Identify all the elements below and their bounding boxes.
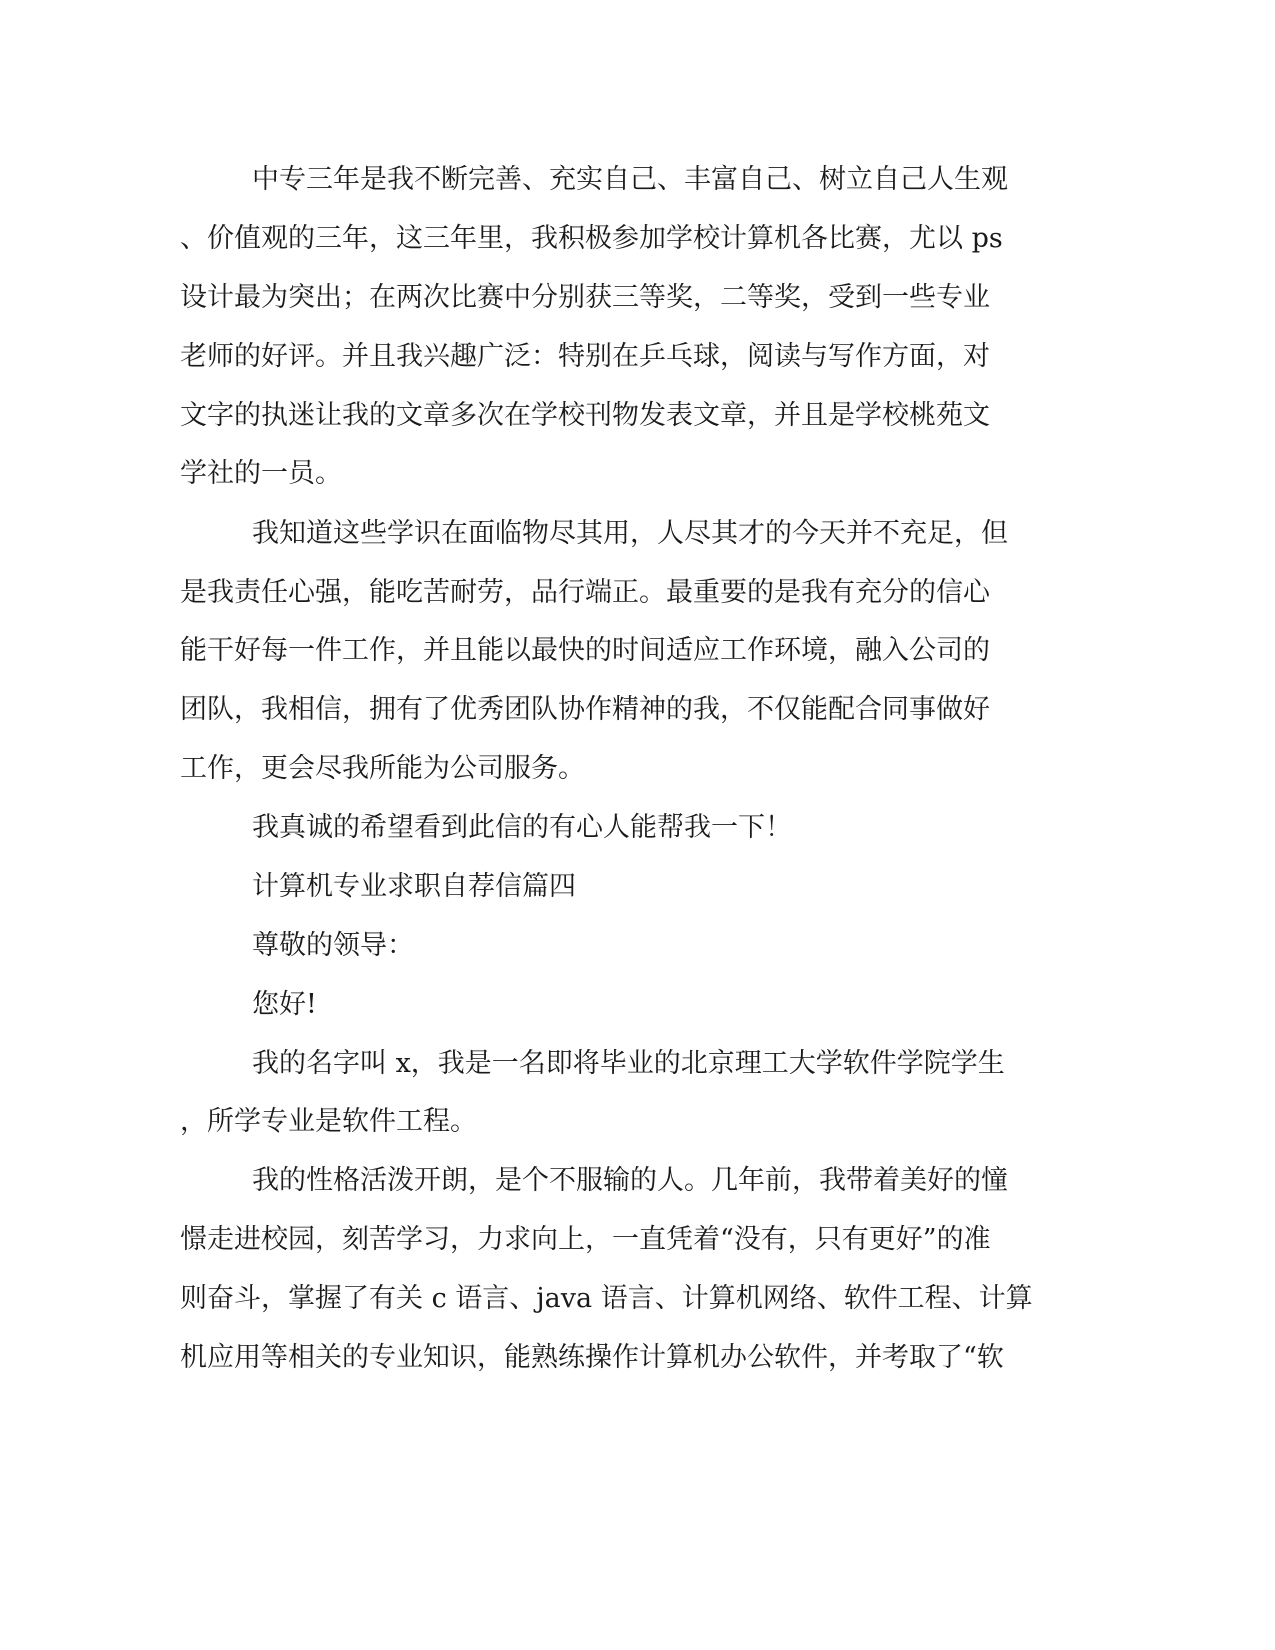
greeting: 您好! (252, 989, 317, 1020)
paragraph-line: 机应用等相关的专业知识，能熟练操作计算机办公软件，并考取了“软 (180, 1342, 1004, 1373)
paragraph-line: 、价值观的三年，这三年里，我积极参加学校计算机各比赛，尤以 ps (180, 223, 1003, 254)
paragraph-line: 我知道这些学识在面临物尽其用，人尽其才的今天并不充足，但 (252, 518, 1008, 549)
paragraph-line: ，所学专业是软件工程。 (180, 1106, 477, 1137)
paragraph-line: 我的名字叫 x，我是一名即将毕业的北京理工大学软件学院学生 (252, 1048, 1005, 1079)
paragraph-line: 文字的执迷让我的文章多次在学校刊物发表文章，并且是学校桃苑文 (180, 400, 990, 431)
paragraph-line: 工作，更会尽我所能为公司服务。 (180, 753, 585, 784)
paragraph-line: 我真诚的希望看到此信的有心人能帮我一下！ (252, 812, 792, 843)
paragraph-line: 是我责任心强，能吃苦耐劳，品行端正。最重要的是我有充分的信心 (180, 577, 990, 608)
paragraph-line: 憬走进校园，刻苦学习，力求向上，一直凭着“没有，只有更好”的准 (180, 1224, 991, 1255)
section-title: 计算机专业求职自荐信篇四 (252, 871, 576, 902)
salutation: 尊敬的领导： (252, 930, 414, 961)
paragraph-line: 老师的好评。并且我兴趣广泛：特别在乒乓球，阅读与写作方面，对 (180, 341, 990, 372)
paragraph-line: 中专三年是我不断完善、充实自己、丰富自己、树立自己人生观 (252, 164, 1008, 195)
paragraph-line: 我的性格活泼开朗，是个不服输的人。几年前，我带着美好的憧 (252, 1165, 1008, 1196)
paragraph-line: 设计最为突出；在两次比赛中分别获三等奖，二等奖，受到一些专业 (180, 282, 990, 313)
paragraph-line: 团队，我相信，拥有了优秀团队协作精神的我，不仅能配合同事做好 (180, 694, 990, 725)
paragraph-line: 则奋斗，掌握了有关 c 语言、java 语言、计算机网络、软件工程、计算 (180, 1283, 1033, 1314)
paragraph-line: 能干好每一件工作，并且能以最快的时间适应工作环境，融入公司的 (180, 635, 990, 666)
paragraph-line: 学社的一员。 (180, 458, 342, 489)
